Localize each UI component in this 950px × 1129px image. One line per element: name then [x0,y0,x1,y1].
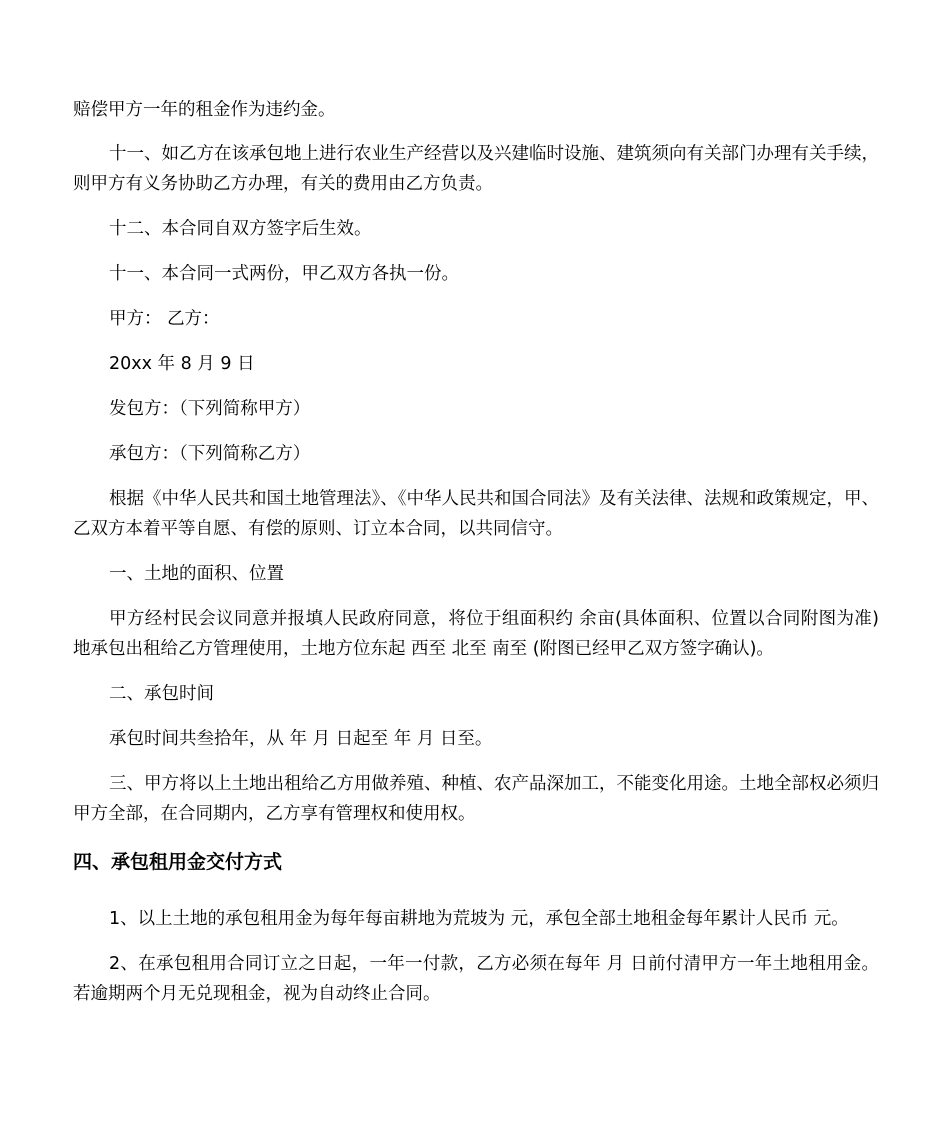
party-b-line: 承包方：（下列简称乙方） [109,444,311,464]
paragraph-clause-12-effective: 十二、本合同自双方签字后生效。 [109,219,372,239]
signature-parties-line: 甲方： 乙方： [109,309,220,329]
section-title-land-area: 一、土地的面积、位置 [109,564,284,584]
party-a-line: 发包方：（下列简称甲方） [109,399,311,419]
paragraph-clause-copies: 十一、本合同一式两份，甲乙双方各执一份。 [109,264,459,284]
paragraph-contract-period: 承包时间共叁拾年，从 年 月 日起至 年 月 日至。 [109,729,493,749]
paragraph-legal-basis: 根据《中华人民共和国土地管理法》、《中华人民共和国合同法》及有关法律、法规和政策规定，甲、乙双方本着平等自愿、有偿的原则、订立本合同，以共同信守。 [73,489,879,539]
paragraph-clause-11-facilities: 十一、如乙方在该承包地上进行农业生产经营以及兴建临时设施、建筑须向有关部门办理有关手续，则甲方有义务协助乙方办理，有关的费用由乙方负责。 [73,144,879,194]
paragraph-payment-schedule: 2、在承包租用合同订立之日起，一年一付款，乙方必须在每年 月 日前付清甲方一年土地租用金。若逾期两个月无兑现租金，视为自动终止合同。 [73,954,879,1004]
document-body [73,95,879,1024]
section-heading-payment: 四、承包租用金交付方式 [73,851,283,873]
section-title-contract-period: 二、承包时间 [109,684,214,704]
paragraph-land-location: 甲方经村民会议同意并报填人民政府同意，将位于组面积约 余亩(具体面积、位置以合同附图为准)地承包出租给乙方管理使用，土地方位东起 西至 北至 南至 (附图已经甲乙双方签字确认)。 [73,609,879,659]
paragraph-penalty-continuation: 赔偿甲方一年的租金作为违约金。 [73,100,336,120]
paragraph-payment-amount: 1、以上土地的承包租用金为每年每亩耕地为荒坡为 元，承包全部土地租金每年累计人民币 元。 [109,909,849,929]
signature-date-line: 20xx 年 8 月 9 日 [109,354,255,374]
paragraph-land-usage: 三、甲方将以上土地出租给乙方用做养殖、种植、农产品深加工，不能变化用途。土地全部权必须归甲方全部，在合同期内，乙方享有管理权和使用权。 [73,774,879,824]
